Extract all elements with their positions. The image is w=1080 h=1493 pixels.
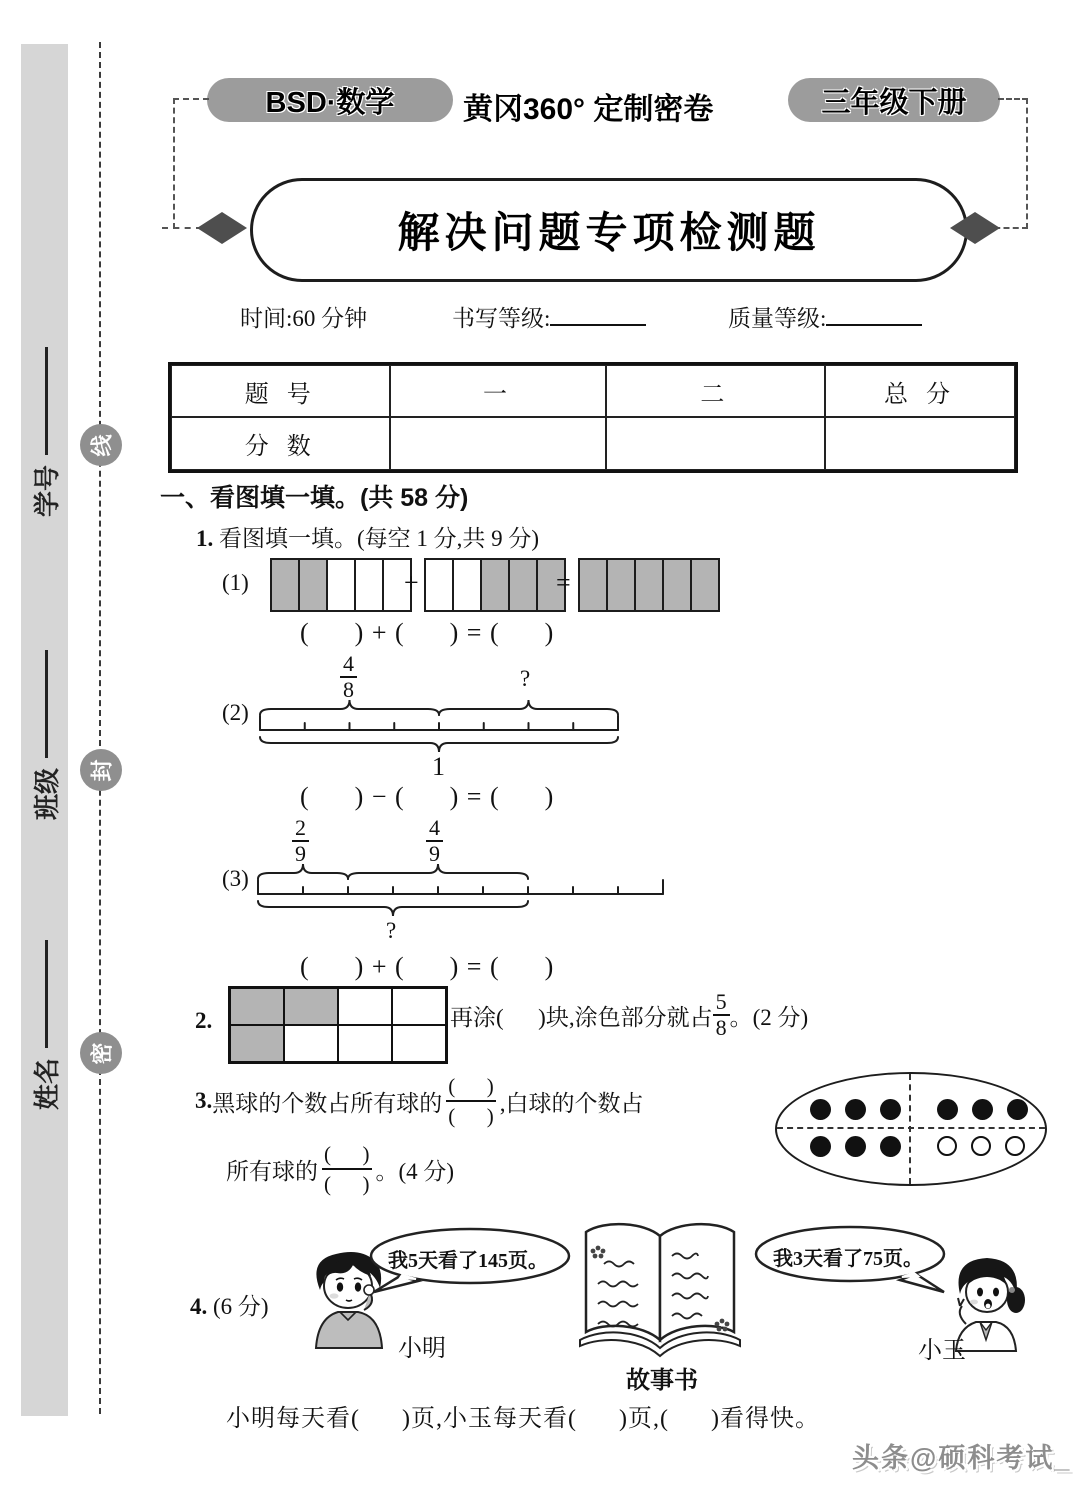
oval-horizontal-dash xyxy=(777,1127,1045,1129)
quality-grade-blank xyxy=(826,320,922,326)
fraction-5-8: $\frac{5}{8}$ xyxy=(713,990,730,1040)
class-field xyxy=(22,610,68,820)
equals-sign: = xyxy=(556,568,572,597)
shaded-cell xyxy=(284,988,338,1025)
blank-cell xyxy=(452,558,482,612)
black-ball xyxy=(810,1099,831,1120)
shaded-cell xyxy=(230,1025,284,1062)
white-ball xyxy=(1005,1136,1025,1156)
part3-label: (3) xyxy=(222,866,249,891)
book-label: 故事书 xyxy=(626,1368,698,1394)
score-cell xyxy=(390,417,605,470)
girl-speech-text: 我3天看了75页。 xyxy=(773,1248,923,1270)
q3-stem-line1: 3. 黑球的个数占所有球的 ( ) ( ) ,白球的个数占 xyxy=(195,1074,644,1129)
badge-grade: 三年级下册 xyxy=(788,78,1000,122)
score-cell xyxy=(606,417,825,470)
q2-stem: 再涂( )块,涂色部分就占 $\frac{5}{8}$ 。(2 分) xyxy=(450,989,809,1040)
blank-cell xyxy=(424,558,454,612)
whole-label: 1 xyxy=(432,752,446,781)
writing-grade: 书写等级: xyxy=(452,300,646,333)
exam-time: 时间:60 分钟 xyxy=(240,306,368,331)
part2-label: (2) xyxy=(222,700,249,725)
fraction-strip-2 xyxy=(424,558,566,612)
blank-cell xyxy=(338,1025,392,1062)
plus-sign: + xyxy=(404,568,420,597)
q1-stem: 1. 看图填一填。(每空 1 分,共 9 分) xyxy=(196,526,540,551)
student-id-blank xyxy=(43,347,48,455)
balls-top-row xyxy=(810,1099,1028,1120)
q4-number: 4. (6 分) xyxy=(190,1294,269,1319)
fraction-2-9: $\frac{2}{9}$ xyxy=(292,816,309,866)
q3-stem-line2: 所有球的 ( ) ( ) 。(4 分) xyxy=(226,1142,455,1197)
banner-diamond-left xyxy=(197,212,247,244)
name-blank xyxy=(43,940,48,1048)
connector-dash xyxy=(173,98,175,229)
q3-blank-fraction-1: ( ) ( ) xyxy=(448,1074,494,1129)
balls-bottom-row xyxy=(810,1136,1025,1157)
fraction-4-9: $\frac{4}{9}$ xyxy=(426,816,443,866)
blank-cell xyxy=(392,988,446,1025)
connector-dash xyxy=(1026,98,1028,229)
score-table-header: 一 xyxy=(390,365,605,417)
seal-stamp-mi: 密 xyxy=(80,1032,122,1074)
shaded-cell xyxy=(606,558,636,612)
score-table xyxy=(168,362,1018,473)
black-ball xyxy=(880,1099,901,1120)
shaded-cell xyxy=(578,558,608,612)
fraction-strip-3 xyxy=(578,558,720,612)
blank-cell xyxy=(338,988,392,1025)
black-ball xyxy=(845,1136,866,1157)
part3-equation: ( ) + ( ) = ( ) xyxy=(300,952,555,981)
title-banner xyxy=(250,178,968,282)
fraction-4-8: $\frac{4}{8}$ xyxy=(340,652,357,702)
score-table-header: 二 xyxy=(606,365,825,417)
q3-blank-fraction-2: ( ) ( ) xyxy=(324,1142,370,1197)
black-ball xyxy=(810,1136,831,1157)
connector-dash xyxy=(173,98,209,100)
shaded-cell xyxy=(230,988,284,1025)
class-blank xyxy=(43,650,48,758)
question-mark: ? xyxy=(520,666,531,691)
white-ball xyxy=(937,1136,957,1156)
q4-fill-line: 小明每天看( )页,小玉每天看( )页,( )看得快。 xyxy=(226,1406,820,1432)
blank-cell xyxy=(392,1025,446,1062)
shaded-cell xyxy=(690,558,720,612)
part3-number-line xyxy=(256,860,668,920)
seal-stamp-feng: 封 xyxy=(80,749,122,791)
fraction-strip-1 xyxy=(270,558,412,612)
page-title: 解决问题专项检测题 xyxy=(397,211,821,257)
seal-stamp-line: 线 xyxy=(80,424,122,466)
part2-equation: ( ) − ( ) = ( ) xyxy=(300,782,555,811)
badge-series: 黄冈360° 定制密卷 xyxy=(463,93,714,126)
shaded-cell xyxy=(662,558,692,612)
score-cell xyxy=(825,417,1015,470)
black-ball xyxy=(880,1136,901,1157)
part1-equation: ( ) + ( ) = ( ) xyxy=(300,618,555,647)
badge-subject: BSD·数学 xyxy=(207,78,453,122)
student-id-field xyxy=(22,307,68,517)
girl-name: 小玉 xyxy=(918,1338,966,1364)
seal-dashed-line xyxy=(99,42,101,1414)
connector-dash xyxy=(162,227,202,229)
white-ball xyxy=(971,1136,991,1156)
score-table-header: 总 分 xyxy=(825,365,1015,417)
shaded-cell xyxy=(298,558,328,612)
name-label: 姓名 xyxy=(31,1057,62,1110)
black-ball xyxy=(937,1099,958,1120)
blank-cell xyxy=(354,558,384,612)
balls-oval-diagram xyxy=(775,1072,1047,1186)
quality-grade: 质量等级: xyxy=(728,300,922,333)
watermark: 头条@硕科考试_ xyxy=(852,1443,1072,1473)
score-row-label: 分 数 xyxy=(171,417,390,470)
student-id-label: 学号 xyxy=(31,464,62,517)
black-ball xyxy=(845,1099,866,1120)
connector-dash xyxy=(998,98,1028,100)
shaded-cell xyxy=(270,558,300,612)
shaded-cell xyxy=(634,558,664,612)
part1-label: (1) xyxy=(222,570,249,595)
q2-grid xyxy=(228,986,448,1064)
shaded-cell xyxy=(480,558,510,612)
blank-cell xyxy=(284,1025,338,1062)
shaded-cell xyxy=(508,558,538,612)
score-table-header: 题 号 xyxy=(171,365,390,417)
boy-speech-text: 我5天看了145页。 xyxy=(388,1250,548,1272)
part3-question-mark: ? xyxy=(386,918,397,943)
class-label: 班级 xyxy=(31,767,62,820)
black-ball xyxy=(972,1099,993,1120)
oval-vertical-dash xyxy=(909,1074,911,1184)
writing-grade-blank xyxy=(550,320,646,326)
boy-name: 小明 xyxy=(398,1336,446,1362)
name-field xyxy=(22,900,68,1110)
q2-number: 2. xyxy=(195,1008,213,1033)
black-ball xyxy=(1007,1099,1028,1120)
section-heading: 一、看图填一填。(共 58 分) xyxy=(160,484,469,512)
blank-cell xyxy=(326,558,356,612)
part2-number-line xyxy=(258,696,620,756)
storybook-illustration xyxy=(574,1218,746,1362)
